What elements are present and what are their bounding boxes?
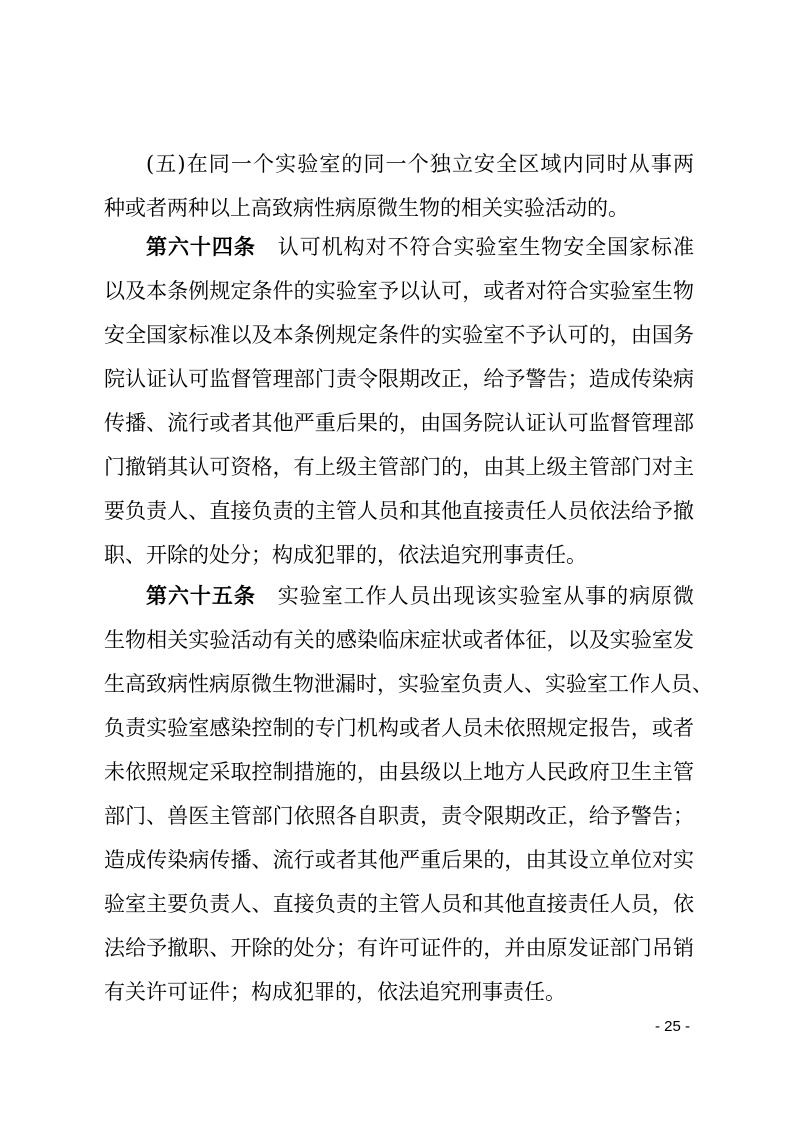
article64-line-2: 以及本条例规定条件的实验室予以认可，或者对符合实验室生物: [104, 279, 694, 303]
article65-text-1: 实验室工作人员出现该实验室从事的病原微: [277, 584, 695, 608]
article65-line-4: 负责实验室感染控制的专门机构或者人员未依照规定报告，或者: [104, 716, 694, 740]
article64-line-7: 要负责人、直接负责的主管人员和其他直接责任人员依法给予撤: [104, 499, 694, 523]
article65-line-7: 造成传染病传播、流行或者其他严重后果的，由其设立单位对实: [104, 848, 694, 872]
article65-line-10: 有关许可证件；构成犯罪的，依法追究刑事责任。: [104, 980, 566, 1004]
article65-line-8: 验室主要负责人、直接负责的主管人员和其他直接责任人员，依: [104, 892, 694, 916]
article64-line-4: 院认证认可监督管理部门责令限期改正，给予警告；造成传染病: [104, 367, 694, 391]
article65-line-6: 部门、兽医主管部门依照各自职责，责令限期改正，给予警告；: [104, 804, 694, 828]
article65-line-3: 生高致病性病原微生物泄漏时，实验室负责人、实验室工作人员、: [104, 672, 713, 696]
item5-line-1: (五)在同一个实验室的同一个独立安全区域内同时从事两: [146, 152, 694, 176]
item5-line-2: 种或者两种以上高致病性病原微生物的相关实验活动的。: [104, 196, 629, 220]
article64-line-5: 传播、流行或者其他严重后果的，由国务院认证认可监督管理部: [104, 411, 694, 435]
article65-line-5: 未依照规定采取控制措施的，由县级以上地方人民政府卫生主管: [104, 760, 694, 784]
article64-heading: 第六十四条: [146, 234, 256, 259]
article65-line-9: 法给予撤职、开除的处分；有许可证件的，并由原发证部门吊销: [104, 936, 694, 960]
article64-line-3: 安全国家标准以及本条例规定条件的实验室不予认可的，由国务: [104, 323, 694, 347]
article65-heading: 第六十五条: [146, 583, 256, 608]
article64-text-1: 认可机构对不符合实验室生物安全国家标准: [277, 235, 695, 259]
article65-line-1: [146, 574, 694, 618]
article64-line-6: 门撤销其认可资格，有上级主管部门的，由其上级主管部门对主: [104, 455, 694, 479]
article64-line-1: [146, 225, 694, 269]
article64-line-8: 职、开除的处分；构成犯罪的，依法追究刑事责任。: [104, 543, 587, 567]
page-number: - 25 -: [654, 1018, 690, 1035]
article65-line-2: 生物相关实验活动有关的感染临床症状或者体征，以及实验室发: [104, 628, 694, 652]
